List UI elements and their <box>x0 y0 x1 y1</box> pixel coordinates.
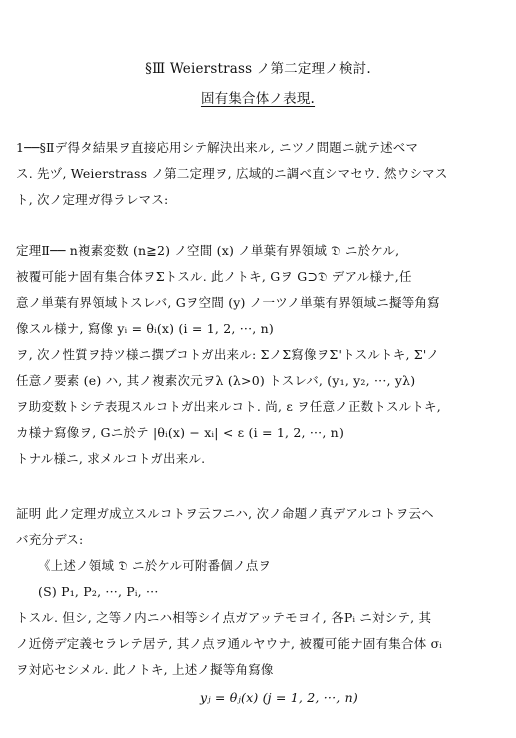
proof-line: (S) P₁, P₂, ···, Pᵢ, ··· <box>38 584 159 599</box>
theorem-line: 意ノ単葉有界領域トスレバ, Gヲ空間 (y) ノ一ツノ単葉有界領域ニ擬等角寫 <box>16 295 440 310</box>
section-title: §Ⅲ Weierstrass ノ第二定理ノ検討. <box>145 61 371 77</box>
theorem-line: ヲ, 次ノ性質ヲ持ツ様ニ撰ブコトガ出来ル: ΣノΣ寫像ヲΣ'トスルトキ, Σ'ノ <box>16 347 440 362</box>
paragraph-line: ス. 先ヅ, Weierstrass ノ第二定理ヲ, 広域的ニ調べ直シマセウ. 然ウシマス <box>16 166 448 181</box>
paragraph-line: 1──§Ⅱデ得タ結果ヲ直接応用シテ解決出来ル, ニツノ問題ニ就テ述ベマ <box>16 140 419 155</box>
proof-line: トスル. 但シ, 之等ノ内ニハ相等シイ点ガアッテモヨイ, 各Pᵢ ニ対シテ, 其 <box>16 610 432 625</box>
paragraph-line: ト, 次ノ定理ガ得ラレマス: <box>16 192 169 207</box>
section-subtitle: 固有集合体ノ表現. <box>200 91 316 107</box>
theorem-line: トナル様ニ, 求メルコトガ出来ル. <box>16 451 206 466</box>
theorem-line: 像スル様ナ, 寫像 yᵢ = θᵢ(x) (i = 1, 2, ···, n) <box>16 321 274 336</box>
theorem-line: ヲ助変数トシテ表現スルコトガ出来ルコト. 尚, ε ヲ任意ノ正数トスルトキ, <box>16 399 441 414</box>
theorem-line: 任意ノ要素 (e) ハ, 其ノ複素次元ヲλ (λ>0) トスレバ, (y₁, y₂, ···, yλ) <box>16 373 416 388</box>
proof-line: ヲ対応セシメル. 此ノトキ, 上述ノ擬等角寫像 <box>16 662 274 677</box>
formula-line: yⱼ = θⱼ(x) (j = 1, 2, ···, n) <box>200 690 358 705</box>
proof-line: バ充分デス: <box>16 532 84 547</box>
proof-line: 証明 此ノ定理ガ成立スルコトヲ云フニハ, 次ノ命題ノ真デアルコトヲ云ヘ <box>16 506 434 521</box>
theorem-line: カ様ナ寫像ヲ, Gニ於テ |θᵢ(x) − xᵢ| < ε (i = 1, 2, ···, n) <box>16 425 345 440</box>
theorem-line: 定理Ⅱ── n複素変数 (n≧2) ノ空間 (x) ノ単葉有界領域 𝔇 ニ於ケル, <box>16 243 400 258</box>
theorem-line: 被覆可能ナ固有集合体ヲΣトスル. 此ノトキ, Gヲ G⊃𝔇 デアル様ナ,任 <box>16 269 412 284</box>
proof-line: ノ近傍デ定義セラレテ居テ, 其ノ点ヲ通ルヤウナ, 被覆可能ナ固有集合体 σᵢ <box>16 636 443 651</box>
proof-line: 《上述ノ領域 𝔇 ニ於ケル可附番個ノ点ヲ <box>38 558 272 573</box>
